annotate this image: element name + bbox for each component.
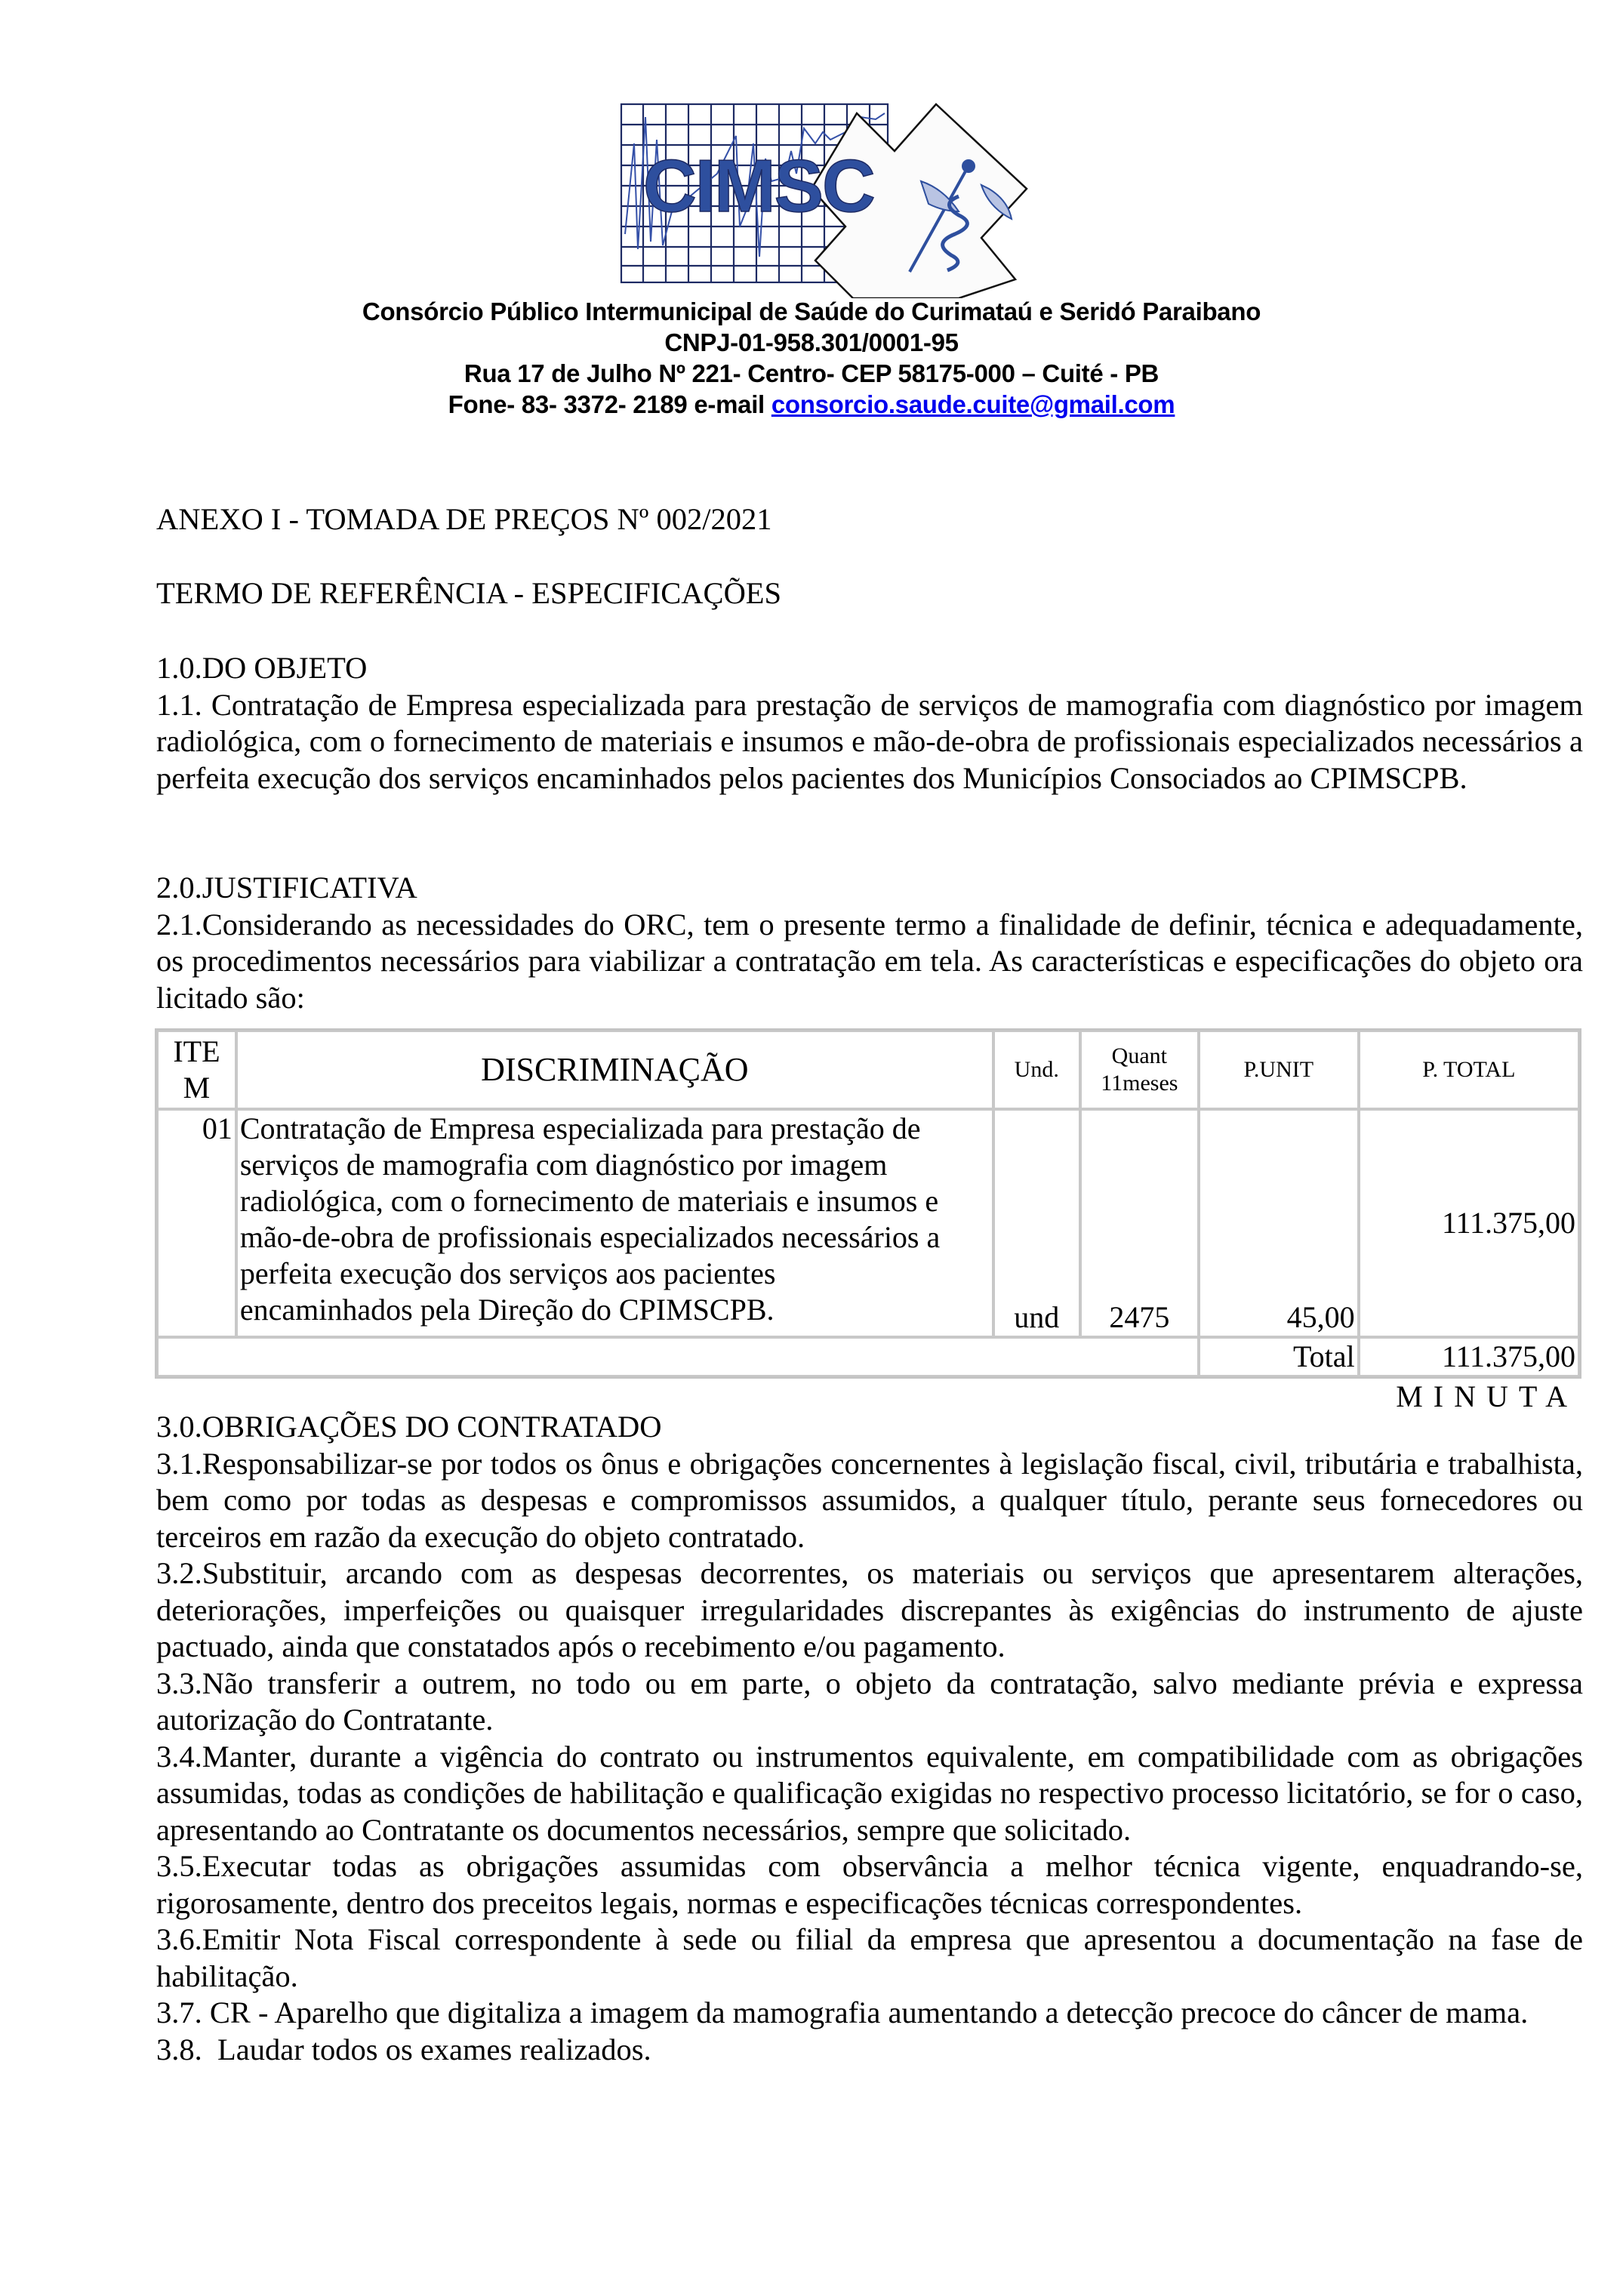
- header-description: DISCRIMINAÇÃO: [236, 1031, 993, 1109]
- table-header-row: [157, 1031, 1579, 1109]
- obligation-item: 3.8. Laudar todos os exames realizados.: [156, 2032, 651, 2066]
- total-value: 111.375,00: [1359, 1337, 1579, 1376]
- obligation-item: 3.4.Manter, durante a vigência do contrato ou instrumentos equivalente, em compatibilidade com as obrigações assumidas, todas as condições de habilitação e qualificação exigidas no respectivo processo licitatório, se for o caso, apresentando ao Contratante os documentos necessários, sempre que solicitado.: [156, 1739, 1583, 1847]
- cell-quantity: 2475: [1080, 1109, 1199, 1337]
- org-name: Consórcio Público Intermunicipal de Saúde do Curimataú e Seridó Paraibano: [362, 297, 1261, 325]
- cell-total-price: 111.375,00: [1359, 1109, 1579, 1337]
- section-justificativa: [156, 870, 1583, 1016]
- section-paragraph: 1.1. Contratação de Empresa especializada para prestação de serviços de mamografia com diagnóstico por imagem radiológica, com o fornecimento de materiais e insumos e mão-de-obra de profissionais especializados necessários a perfeita execução dos serviços encaminhados pelos pacientes dos Municípios Consociados ao CPIMSCPB.: [156, 687, 1583, 795]
- cimsc-logo: [604, 98, 1110, 298]
- obligation-item: 3.3.Não transferir a outrem, no todo ou em parte, o objeto da contratação, salvo mediante prévia e expressa autorização do Contratante.: [156, 1666, 1583, 1737]
- section-paragraph: 2.1.Considerando as necessidades do ORC, tem o presente termo a finalidade de definir, técnica e adequadamente, os procedimentos necessários para viabilizar a contratação em tela. As características e especificações do objeto ora licitado são:: [156, 907, 1583, 1015]
- obligation-item: 3.5.Executar todas as obrigações assumidas com observância a melhor técnica vigente, enquadrando-se, rigorosamente, dentro dos preceitos legais, normas e especificações técnicas correspondentes.: [156, 1849, 1583, 1920]
- table-total-row: [157, 1337, 1579, 1376]
- org-contact: [0, 389, 1623, 420]
- total-spacer: [157, 1337, 1199, 1376]
- header-unit: Und.: [993, 1031, 1080, 1109]
- obligation-item: 3.2.Substituir, arcando com as despesas decorrentes, os materiais ou serviços que apresentarem alterações, deteriorações, imperfeições ou quaisquer irregularidades discrepantes às exigências do instrumento de ajuste pactuado, ainda que constatados após o recebimento e/ou pagamento.: [156, 1556, 1583, 1663]
- section-heading: 3.0.OBRIGAÇÕES DO CONTRATADO: [156, 1410, 662, 1444]
- header-unit-price: P.UNIT: [1199, 1031, 1359, 1109]
- cell-item: 01: [157, 1109, 236, 1337]
- cell-unit: und: [993, 1109, 1080, 1337]
- table-row: [157, 1109, 1579, 1337]
- org-cnpj: CNPJ-01-958.301/0001-95: [664, 328, 959, 356]
- document-subtitle: TERMO DE REFERÊNCIA - ESPECIFICAÇÕES: [156, 576, 782, 610]
- cell-description: Contratação de Empresa especializada para prestação de serviços de mamografia com diagnóstico por imagem radiológica, com o fornecimento de materiais e insumos e mão-de-obra de profissionais especializados necessários a perfeita execução dos serviços aos pacientes encaminhados pela Direção do CPIMSCPB.: [236, 1109, 993, 1337]
- total-label: Total: [1199, 1337, 1359, 1376]
- obligation-item: 3.1.Responsabilizar-se por todos os ônus e obrigações concernentes à legislação fiscal, civil, tributária e trabalhista, bem como por todas as despesas e compromissos assumidos, a qualquer título, perante seus fornecedores ou terceiros em razão da execução do objeto contratado.: [156, 1446, 1583, 1554]
- draft-watermark-label: MINUTA: [1396, 1379, 1578, 1413]
- section-heading: 2.0.JUSTIFICATIVA: [156, 871, 417, 905]
- org-address: Rua 17 de Julho Nº 221- Centro- CEP 58175-000 – Cuité - PB: [463, 359, 1160, 387]
- section-obrigacoes: [156, 1409, 1583, 2068]
- logo-text: CIMSC: [643, 144, 874, 227]
- section-objeto: [156, 650, 1583, 797]
- obligation-item: 3.6.Emitir Nota Fiscal correspondente à sede ou filial da empresa que apresentou a documentação na fase de habilitação.: [156, 1922, 1583, 1993]
- section-heading: 1.0.DO OBJETO: [156, 651, 368, 685]
- organization-header: [0, 296, 1623, 420]
- org-phone: Fone- 83- 3372- 2189 e-mail: [448, 390, 771, 418]
- header-item: ITE M: [157, 1031, 236, 1109]
- annex-title: ANEXO I - TOMADA DE PREÇOS Nº 002/2021: [156, 502, 772, 536]
- header-quantity: Quant 11meses: [1080, 1031, 1199, 1109]
- header-total-price: P. TOTAL: [1359, 1031, 1579, 1109]
- pricing-table: [155, 1028, 1581, 1379]
- email-link[interactable]: consorcio.saude.cuite@gmail.com: [771, 390, 1175, 418]
- obligation-item: 3.7. CR - Aparelho que digitaliza a imagem da mamografia aumentando a detecção precoce do câncer de mama.: [156, 1996, 1529, 2029]
- cell-unit-price: 45,00: [1199, 1109, 1359, 1337]
